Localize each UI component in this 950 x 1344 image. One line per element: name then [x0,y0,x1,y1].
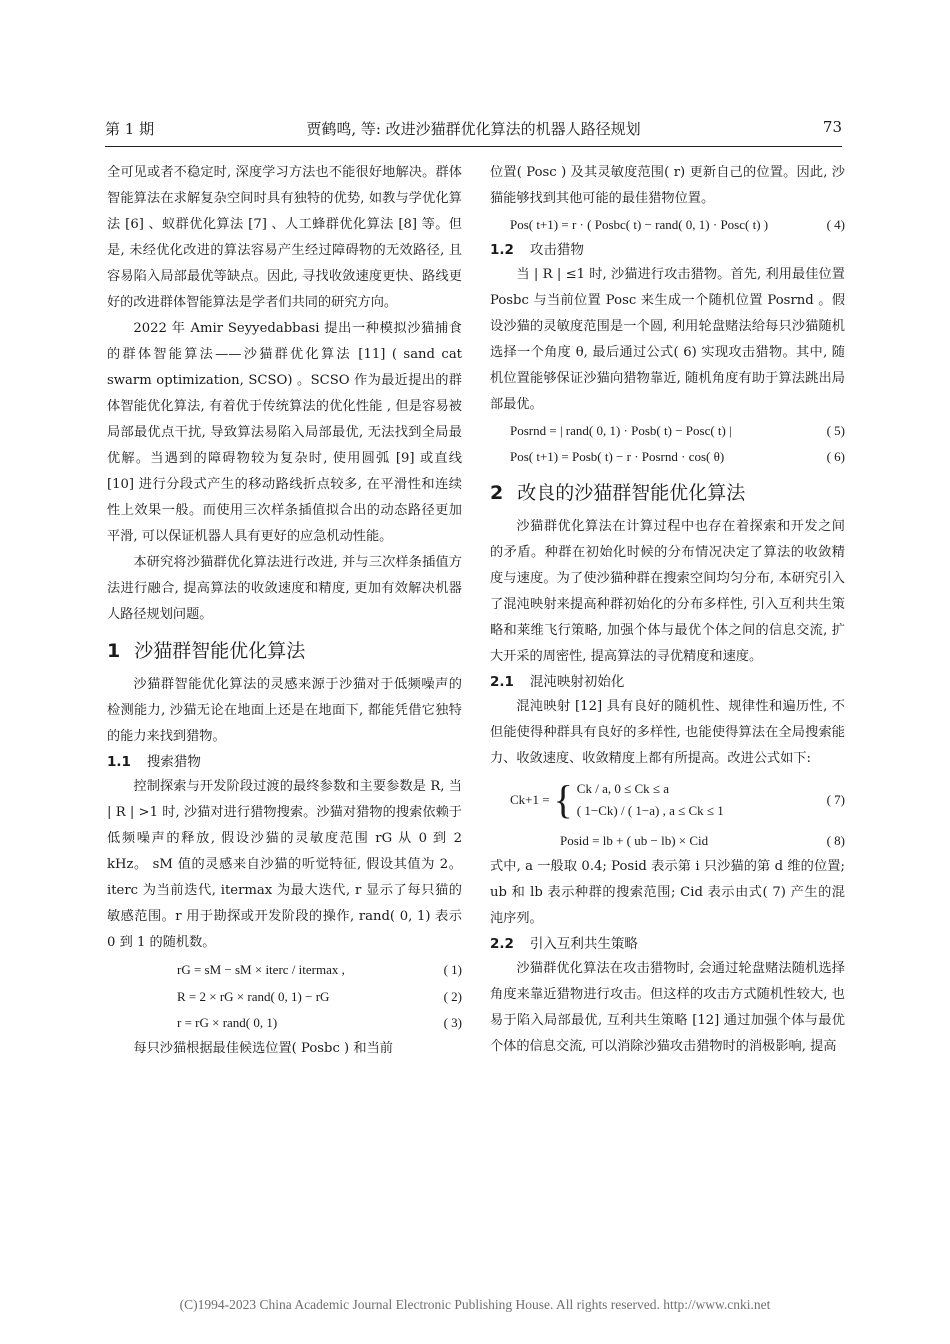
subsection-title: 搜索猎物 [146,754,201,770]
issue-label: 第 1 期 [105,120,155,138]
paragraph: 式中, a 一般取 0.4; Posid 表示第 i 只沙猫的第 d 维的位置; ub 和 lb 表示种群的搜索范围; Cid 表示由式( 7) 产生的混沌序列。 [490,859,845,926]
paragraph: 混沌映射 [12] 具有良好的随机性、规律性和遍历性, 不但能使得种群具有良好的多样性, 也能使得算法在全局搜索能力、收敛速度、收敛精度上都有所提高。改进公式如下: [490,699,845,766]
paragraph: 每只沙猫根据最佳候选位置( Posbc ) 和当前 [133,1041,393,1056]
equation-body: Pos( t+1) = Posb( t) − r · Posrnd · cos( θ) [510,449,725,464]
copyright-footer: (C)1994-2023 China Academic Journal Electronic Publishing House. All rights reserved. http://www.cnki.net [179,1297,771,1312]
subsection-title: 混沌映射初始化 [529,674,625,690]
equation-body: Posid = lb + ( ub − lb) × Cid [560,833,709,848]
equation-number: ( 6) [826,449,845,464]
equation-number: ( 7) [826,792,845,807]
paragraph: 本研究将沙猫群优化算法进行改进, 并与三次样条插值方法进行融合, 提高算法的收敛速度和精度, 更加有效解决机器人路径规划问题。 [107,555,462,622]
subsection-number: 1.2 [490,242,514,258]
equation-number: ( 8) [826,833,845,848]
header-rule [105,146,842,147]
section-title: 沙猫群智能优化算法 [134,640,306,662]
paragraph: 2022 年 Amir Seyyedabbasi 提出一种模拟沙猫捕食的群体智能算法——沙猫群优化算法 [11] ( sand cat swarm optimization, SCSO) 。SCSO 作为最近提出的群体智能优化算法, 有着优于传统算法的优化性能 , 但是容易被局部最优点干扰, 导致算法易陷入局部最优, 无法找到全局最优解。当遇到的障碍物较为复杂时, 使用圆弧 [9] 或直线 [10] 进行分段式产生的移动路线折点较多, 在平滑性和连续性上效果一般。而使用三次样条插值拟合出的动态路径更加平滑, 可以保证机器人具有更好的应急机动性能。 [107,321,462,544]
subsection-heading [490,238,845,262]
equation-body: r = rG × rand( 0, 1) [177,1015,278,1030]
subsection-title: 引入互利共生策略 [529,936,638,952]
equation-case: ( 1−Ck) / ( 1−a) , a ≤ Ck ≤ 1 [576,803,724,818]
subsection-title: 攻击猎物 [529,242,584,258]
paragraph: 沙猫群优化算法在计算过程中也存在着探索和开发之间的矛盾。种群在初始化时候的分布情况决定了算法的收敛精度与速度。为了使沙猫种群在搜索空间均匀分布, 本研究引入了混沌映射来提高种群初始化的分布多样性, 引入互利共生策略和莱维飞行策略, 加强个体与最优个体之间的信息交流, 扩大开采的周密性, 提高算法的寻优精度和速度。 [490,519,845,664]
equation [107,960,462,980]
equation-number: ( 5) [826,423,845,438]
section-heading [490,478,845,508]
equation [490,828,845,854]
section-number: 1 [107,640,121,662]
equation [490,212,845,238]
subsection-heading [107,750,462,774]
equation-body: rG = sM − sM × iterc / itermax , [177,962,345,977]
equation [107,984,462,1010]
subsection-heading [490,670,845,694]
equation-case: Ck / a, 0 ≤ Ck ≤ a [576,781,670,796]
equation-number: ( 1) [443,962,462,977]
left-column [107,160,462,1062]
equation [490,778,845,822]
right-column [490,160,845,1060]
equation [490,444,845,470]
subsection-heading [490,932,845,956]
equation-body: R = 2 × rG × rand( 0, 1) − rG [177,989,330,1004]
paragraph: 控制探索与开发阶段过渡的最终参数和主要参数是 R, 当 | R | >1 时, 沙猫对进行猎物搜索。沙猫对猎物的搜索依赖于低频噪声的释放, 假设沙猫的灵敏度范围 rG 从 0 到 2 kHz。 sM 值的灵感来自沙猫的听觉特征, 假设其值为 2。 iterc 为当前迭代, itermax 为最大迭代, r 显示了每只猫的敏感范围。r 用于勘探或开发阶段的操作, rand( 0, 1) 表示 0 到 1 的随机数。 [107,779,462,950]
piecewise-equation [510,778,724,822]
equation-number: ( 4) [826,217,845,232]
page-header [105,118,842,144]
subsection-number: 2.1 [490,674,514,690]
section-title: 改良的沙猫群智能优化算法 [517,482,746,504]
paragraph: 沙猫群优化算法在攻击猎物时, 会通过轮盘赌法随机选择角度来靠近猎物进行攻击。但这样的攻击方式随机性较大, 也易于陷入局部最优, 互利共生策略 [12] 通过加强个体与最优个体的信息交流, 可以消除沙猫攻击猎物时的消极影响, 提高 [490,961,845,1054]
paragraph: 全可见或者不稳定时, 深度学习方法也不能很好地解决。群体智能算法在求解复杂空间时具有独特的优势, 如教与学优化算法 [6] 、蚁群优化算法 [7] 、人工蜂群优化算法 [8] 等。但是, 未经优化改进的算法容易产生经过障碍物的无效路径, 且容易陷入局部最优等缺点。因此, 寻找收敛速度更快、路线更好的改进群体智能算法是学者们共同的研究方向。 [107,165,462,310]
running-title: 贾鹤鸣, 等: 改进沙猫群优化算法的机器人路径规划 [306,120,641,138]
paragraph: 沙猫群智能优化算法的灵感来源于沙猫对于低频噪声的检测能力, 沙猫无论在地面上还是在地面下, 都能凭借它独特的能力来找到猎物。 [107,677,462,744]
brace-icon: { [553,777,573,822]
section-number: 2 [490,482,504,504]
equation-body: Pos( t+1) = r · ( Posbc( t) − rand( 0, 1) · Posc( t) ) [510,217,769,232]
equation-number: ( 2) [443,989,462,1004]
section-heading [107,636,462,666]
paragraph: 位置( Posc ) 及其灵敏度范围( r) 更新自己的位置。因此, 沙猫能够找到其他可能的最佳猎物位置。 [490,165,845,206]
paragraph: 当 | R | ≤1 时, 沙猫进行攻击猎物。首先, 利用最佳位置 Posbc 与当前位置 Posc 来生成一个随机位置 Posrnd 。假设沙猫的灵敏度范围是一个圆, 利用轮盘赌法给每只沙猫随机选择一个角度 θ, 最后通过公式( 6) 实现攻击猎物。其中, 随机位置能够保证沙猫向猎物靠近, 随机角度有助于算法跳出局部最优。 [490,267,846,412]
equation-body: Posrnd = | rand( 0, 1) · Posb( t) − Posc( t) | [510,423,732,438]
equation-lhs: Ck+1 = [510,792,550,807]
equation [107,1010,462,1036]
equation-number: ( 3) [443,1015,462,1030]
equation [490,418,845,444]
page-number: 73 [822,118,842,136]
subsection-number: 2.2 [490,936,514,952]
subsection-number: 1.1 [107,754,131,770]
